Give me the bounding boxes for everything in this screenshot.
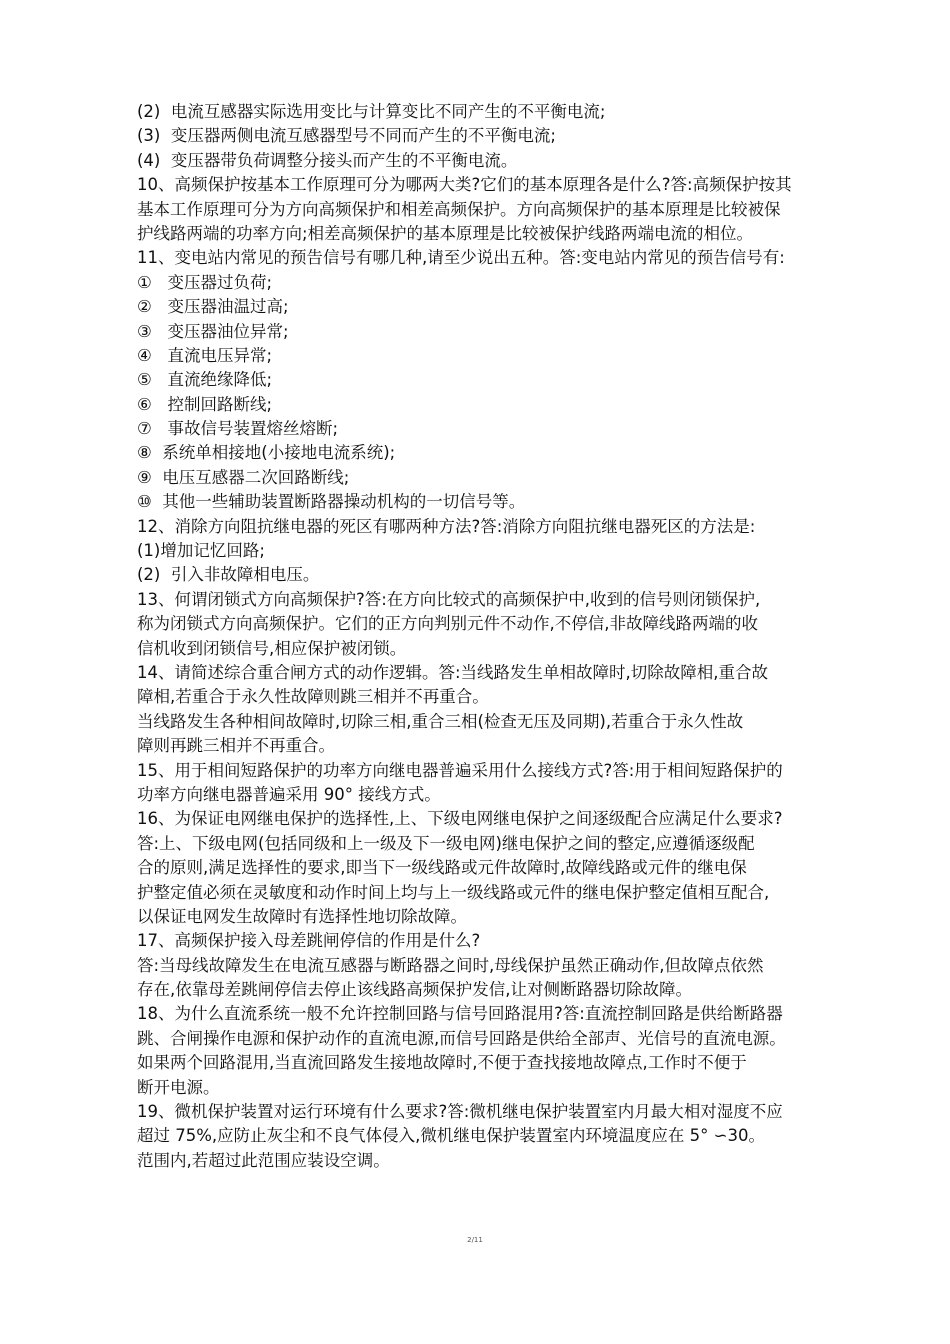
text-line: 当线路发生各种相间故障时,切除三相,重合三相(检查无压及同期),若重合于永久性故 xyxy=(137,711,744,731)
text-line: 障相,若重合于永久性故障则跳三相并不再重合。 xyxy=(137,687,489,707)
text-line: 范围内,若超过此范围应装设空调。 xyxy=(137,1150,390,1170)
text-line: 基本工作原理可分为方向高频保护和相差高频保护。方向高频保护的基本原理是比较被保 xyxy=(137,199,781,219)
text-line: 如果两个回路混用,当直流回路发生接地故障时,不便于查找接地故障点,工作时不便于 xyxy=(137,1053,747,1073)
text-line: ⑥ 控制回路断线; xyxy=(137,394,273,414)
text-line: (4) 变压器带负荷调整分接头而产生的不平衡电流。 xyxy=(137,150,518,170)
text-line: 跳、合闸操作电源和保护动作的直流电源,而信号回路是供给全部声、光信号的直流电源。 xyxy=(137,1028,786,1048)
text-line: ④ 直流电压异常; xyxy=(137,345,273,365)
text-line: ⑤ 直流绝缘降低; xyxy=(137,370,273,390)
document-body xyxy=(137,100,827,1173)
text-line: 14、请简述综合重合闸方式的动作逻辑。答:当线路发生单相故障时,切除故障相,重合故 xyxy=(137,662,769,682)
text-line: 18、为什么直流系统一般不允许控制回路与信号回路混用?答:直流控制回路是供给断路器 xyxy=(137,1004,783,1024)
text-line: 15、用于相间短路保护的功率方向继电器普遍采用什么接线方式?答:用于相间短路保护的 xyxy=(137,760,783,780)
text-line: 19、微机保护装置对运行环境有什么要求?答:微机继电保护装置室内月最大相对湿度不应 xyxy=(137,1102,783,1122)
text-line: 障则再跳三相并不再重合。 xyxy=(137,736,335,756)
text-line: ② 变压器油温过高; xyxy=(137,297,289,317)
text-line: 13、何谓闭锁式方向高频保护?答:在方向比较式的高频保护中,收到的信号则闭锁保护, xyxy=(137,589,761,609)
text-line: 10、高频保护按基本工作原理可分为哪两大类?它们的基本原理各是什么?答:高频保护按其 xyxy=(137,175,792,195)
text-line: ⑧ 系统单相接地(小接地电流系统); xyxy=(137,443,396,463)
text-line: (2) 引入非故障相电压。 xyxy=(137,565,320,585)
text-line: 16、为保证电网继电保护的选择性,上、下级电网继电保护之间逐级配合应满足什么要求? xyxy=(137,809,783,829)
text-line: (1)增加记忆回路; xyxy=(137,541,265,561)
text-line: ⑨ 电压互感器二次回路断线; xyxy=(137,467,350,487)
text-line: 超过 75%,应防止灰尘和不良气体侵入,微机继电保护装置室内环境温度应在 5° ∽30。 xyxy=(137,1126,765,1146)
text-line: 12、消除方向阻抗继电器的死区有哪两种方法?答:消除方向阻抗继电器死区的方法是: xyxy=(137,516,756,536)
page-number: 2/11 xyxy=(467,1236,483,1244)
text-line: 17、高频保护接入母差跳闸停信的作用是什么? xyxy=(137,931,481,951)
text-line: 护线路两端的功率方向;相差高频保护的基本原理是比较被保护线路两端电流的相位。 xyxy=(137,223,754,243)
text-line: 答:上、下级电网(包括同级和上一级及下一级电网)继电保护之间的整定,应遵循逐级配 xyxy=(137,833,755,853)
text-line: 合的原则,满足选择性的要求,即当下一级线路或元件故障时,故障线路或元件的继电保 xyxy=(137,858,747,878)
text-line: 功率方向继电器普遍采用 90° 接线方式。 xyxy=(137,784,441,804)
text-line: 答:当母线故障发生在电流互感器与断路器之间时,母线保护虽然正确动作,但故障点依然 xyxy=(137,955,764,975)
text-line: ⑦ 事故信号装置熔丝熔断; xyxy=(137,419,339,439)
text-line: 11、变电站内常见的预告信号有哪几种,请至少说出五种。答:变电站内常见的预告信号有: xyxy=(137,248,785,268)
text-line: (3) 变压器两侧电流互感器型号不同而产生的不平衡电流; xyxy=(137,126,556,146)
text-line: ⑩ 其他一些辅助装置断路器操动机构的一切信号等。 xyxy=(137,492,526,512)
text-line: 称为闭锁式方向高频保护。它们的正方向判别元件不动作,不停信,非故障线路两端的收 xyxy=(137,614,758,634)
text-line: 以保证电网发生故障时有选择性地切除故障。 xyxy=(137,906,467,926)
text-line: ① 变压器过负荷; xyxy=(137,272,273,292)
text-line: (2) 电流互感器实际选用变比与计算变比不同产生的不平衡电流; xyxy=(137,102,606,121)
text-line: 断开电源。 xyxy=(137,1077,220,1097)
text-line: 护整定值必须在灵敏度和动作时间上均与上一级线路或元件的继电保护整定值相互配合, xyxy=(137,882,770,902)
text-line: 存在,依靠母差跳闸停信去停止该线路高频保护发信,让对侧断路器切除故障。 xyxy=(137,980,692,1000)
text-line: 信机收到闭锁信号,相应保护被闭锁。 xyxy=(137,638,407,658)
text-line: ③ 变压器油位异常; xyxy=(137,321,289,341)
